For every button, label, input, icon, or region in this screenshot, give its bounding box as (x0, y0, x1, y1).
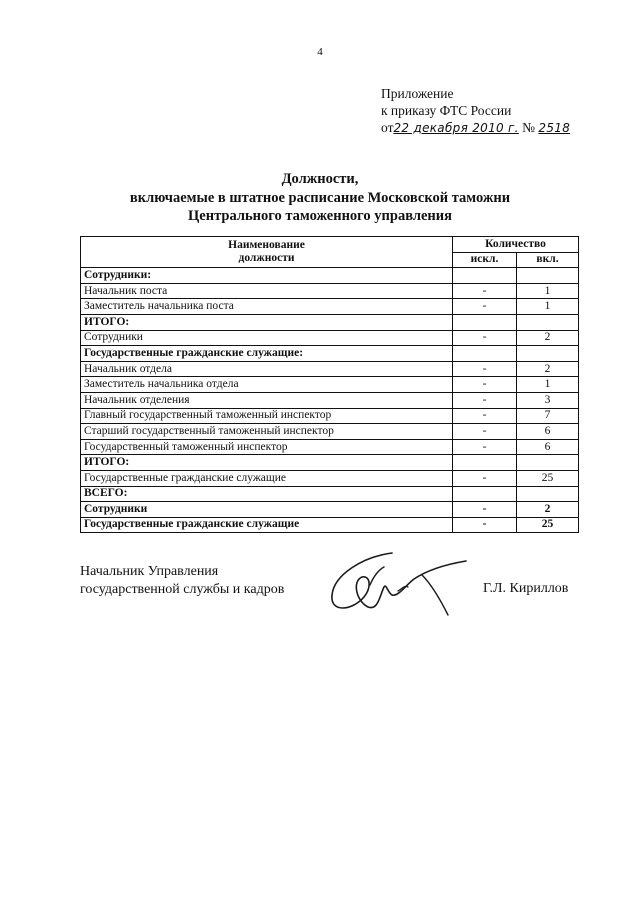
incl-count-cell: 7 (517, 408, 579, 424)
header-position (81, 237, 453, 268)
table-row (81, 299, 579, 315)
excl-count-cell (453, 314, 517, 330)
incl-count-cell: 25 (517, 517, 579, 533)
excl-count-cell: - (453, 392, 517, 408)
incl-count-cell: 2 (517, 361, 579, 377)
excl-count-cell (453, 346, 517, 362)
header-quantity: Количество (453, 237, 579, 253)
title-line-2: включаемые в штатное расписание Московской таможни (129, 189, 511, 206)
position-name-cell: ВСЕГО: (81, 486, 453, 502)
document-title (0, 170, 640, 226)
header-incl: вкл. (517, 252, 579, 268)
excl-count-cell (453, 486, 517, 502)
excl-count-cell: - (453, 361, 517, 377)
excl-count-cell (453, 268, 517, 284)
incl-count-cell (517, 346, 579, 362)
excl-count-cell: - (453, 424, 517, 440)
position-name-cell: Сотрудники: (81, 268, 453, 284)
table-row (81, 314, 579, 330)
position-name-cell: Государственные гражданские служащие (81, 470, 453, 486)
position-name-cell: Сотрудники (81, 330, 453, 346)
title-line-3: Центрального таможенного управления (188, 208, 452, 224)
excl-count-cell: - (453, 408, 517, 424)
table-row (81, 346, 579, 362)
excl-count-cell: - (453, 517, 517, 533)
position-name-cell: Главный государственный таможенный инспектор (81, 408, 453, 424)
excl-count-cell: - (453, 439, 517, 455)
table-header-row (81, 237, 579, 253)
appendix-label: Приложение (381, 86, 454, 101)
header-excl: искл. (453, 252, 517, 268)
table-body (81, 268, 579, 533)
incl-count-cell: 6 (517, 439, 579, 455)
incl-count-cell (517, 314, 579, 330)
incl-count-cell: 6 (517, 424, 579, 440)
appendix-date-line (381, 119, 570, 137)
position-name-cell: Государственные гражданские служащие (81, 517, 453, 533)
position-name-cell: Старший государственный таможенный инспектор (81, 424, 453, 440)
incl-count-cell: 1 (517, 299, 579, 315)
incl-count-cell: 2 (517, 330, 579, 346)
table-row (81, 361, 579, 377)
table-row (81, 330, 579, 346)
incl-count-cell: 2 (517, 502, 579, 518)
table-row (81, 486, 579, 502)
order-number: 2518 (538, 121, 571, 135)
table-row (81, 283, 579, 299)
table-row (81, 408, 579, 424)
table-row (81, 268, 579, 284)
signatory-position-line-1: Начальник Управления (80, 564, 219, 579)
handwritten-signature (322, 545, 482, 625)
position-name-cell: Начальник поста (81, 283, 453, 299)
excl-count-cell: - (453, 283, 517, 299)
appendix-block (381, 85, 570, 137)
page-number: 4 (317, 46, 323, 58)
table-row (81, 455, 579, 471)
header-position-line-2: должности (238, 252, 295, 265)
position-name-cell: Государственный таможенный инспектор (81, 439, 453, 455)
position-name-cell: Заместитель начальника отдела (81, 377, 453, 393)
table-row (81, 517, 579, 533)
incl-count-cell (517, 268, 579, 284)
signatory-position (80, 563, 284, 599)
positions-table (80, 236, 579, 533)
incl-count-cell: 25 (517, 470, 579, 486)
date-prefix: от (381, 120, 394, 135)
excl-count-cell: - (453, 470, 517, 486)
signatory-position-line-2: государственной службы и кадров (80, 582, 285, 597)
table-row (81, 502, 579, 518)
incl-count-cell: 1 (517, 377, 579, 393)
incl-count-cell (517, 455, 579, 471)
table-row (81, 392, 579, 408)
number-prefix: № (522, 120, 536, 135)
excl-count-cell: - (453, 299, 517, 315)
incl-count-cell: 1 (517, 283, 579, 299)
table-row (81, 424, 579, 440)
position-name-cell: ИТОГО: (81, 314, 453, 330)
excl-count-cell (453, 455, 517, 471)
excl-count-cell: - (453, 330, 517, 346)
position-name-cell: ИТОГО: (81, 455, 453, 471)
position-name-cell: Государственные гражданские служащие: (81, 346, 453, 362)
excl-count-cell: - (453, 377, 517, 393)
incl-count-cell (517, 486, 579, 502)
excl-count-cell: - (453, 502, 517, 518)
appendix-order-ref: к приказу ФТС России (381, 103, 512, 118)
signatory-name: Г.Л. Кириллов (483, 581, 569, 596)
title-line-1: Должности, (281, 171, 359, 187)
position-name-cell: Начальник отдела (81, 361, 453, 377)
order-date: 22 декабря 2010 г. (393, 121, 519, 135)
table-row (81, 377, 579, 393)
position-name-cell: Заместитель начальника поста (81, 299, 453, 315)
header-position-line-1: Наименование (228, 239, 305, 252)
table-row (81, 439, 579, 455)
position-name-cell: Начальник отделения (81, 392, 453, 408)
incl-count-cell: 3 (517, 392, 579, 408)
position-name-cell: Сотрудники (81, 502, 453, 518)
table-row (81, 470, 579, 486)
